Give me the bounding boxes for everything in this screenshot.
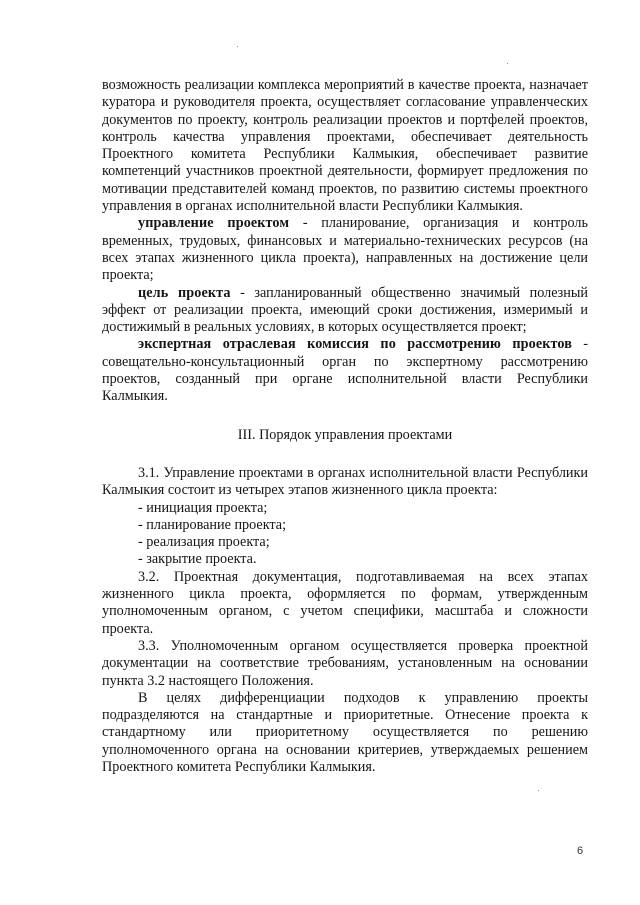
definition-expert-commission: [102, 336, 588, 405]
paragraph-3-3: 3.3. Уполномоченным органом осуществляется проверка проектной документации на соответствие требованиям, установленным на основании пункта 3.2 настоящего Положения.: [102, 637, 588, 689]
document-body: [102, 77, 588, 776]
list-item: - планирование проекта;: [138, 516, 287, 533]
list-item: - закрытие проекта.: [138, 551, 257, 568]
definition-term: цель проекта: [138, 284, 231, 301]
paragraph-continuation: возможность реализации комплекса мероприятий в качестве проекта, назначает куратора и руководителя проекта, осуществляет согласование управленческих документов по проекту, контроль реализации проектов и портфелей проектов, контроль качества управления проектами, обеспечивает деятельность Проектного комитета Республики Калмыкия, обеспечивает развитие компетенций участников проектной деятельности, формирует предложения по мотивации представителей команд проектов, по развитию системы проектного управления в органах исполнительной власти Республики Калмыкия.: [102, 77, 588, 215]
definition-project-goal: [102, 285, 588, 337]
list-item: - инициация проекта;: [138, 499, 268, 516]
section-heading: III. Порядок управления проектами: [237, 426, 453, 443]
paragraph-project-types: В целях дифференциации подходов к управлению проекты подразделяются на стандартные и приоритетные. Отнесение проекта к стандартному или приоритетному осуществляется по решению уполномоченного органа на основании критериев, утверждаемых решением Проектного комитета Республики Калмыкия.: [102, 689, 588, 775]
scan-speck: [538, 790, 539, 791]
scan-speck: [507, 63, 508, 64]
definition-text: - планирование, организация и контроль временных, трудовых, финансовых и материально-технических ресурсов (на всех этапах жизненного цикла проекта), направленных на достижение цели проекта;: [102, 215, 588, 284]
definition-term: управление проектом: [138, 215, 290, 232]
definition-term: экспертная отраслевая комиссия по рассмотрению проектов: [138, 336, 572, 353]
definition-text: - совещательно-консультационный орган по экспертному рассмотрению проектов, созданный при органе исполнительной власти Республики Калмыкия.: [102, 336, 589, 405]
lifecycle-list: [102, 500, 588, 569]
paragraph-3-1: 3.1. Управление проектами в органах исполнительной власти Республики Калмыкия состоит из четырех этапов жизненного цикла проекта:: [102, 464, 588, 499]
definition-text: - запланированный общественно значимый полезный эффект от реализации проекта, имеющий сроки достижения, измеримый и достижимый в реальных условиях, в которых осуществляется проект;: [102, 284, 589, 336]
scan-speck: [237, 46, 238, 47]
page-number: 6: [577, 845, 584, 857]
definition-project-management: [102, 215, 588, 284]
list-item: - реализация проекта;: [138, 534, 270, 551]
paragraph-3-2: 3.2. Проектная документация, подготавливаемая на всех этапах жизненного цикла проекта, оформляется по формам, утвержденным уполномоченным органом, с учетом специфики, масштаба и сложности проекта.: [102, 568, 588, 637]
